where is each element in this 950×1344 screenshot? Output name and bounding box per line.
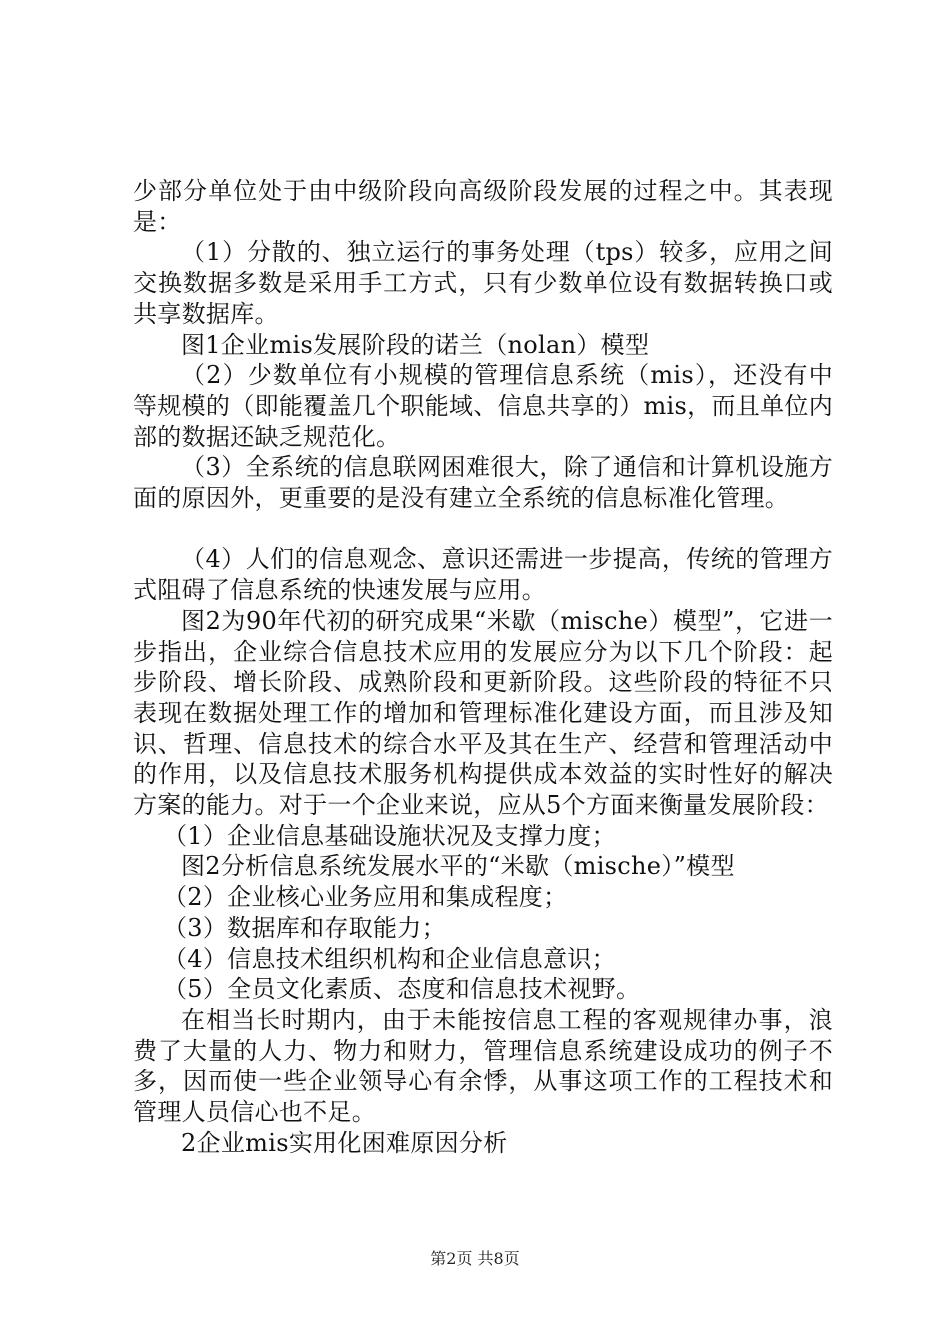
paragraph-conclusion: 在相当长时期内，由于未能按信息工程的客观规律办事，浪费了大量的人力、物力和财力，管理信息系统建设成功的例子不多，因而使一些企业领导心有余悸，从事这项工作的工程技术和管理人员信心也不足。 [133, 1005, 833, 1127]
section-heading: 2企业mis实用化困难原因分析 [181, 1128, 508, 1157]
paragraph-item-2: （2）少数单位有小规模的管理信息系统（mis），还没有中等规模的（即能覆盖几个职能域、信息共享的）mis，而且单位内部的数据还缺乏规范化。 [133, 361, 833, 451]
paragraph-item-1: （1）分散的、独立运行的事务处理（tps）较多，应用之间交换数据多数是采用手工方式，只有少数单位设有数据转换口或共享数据库。 [133, 238, 833, 328]
page-footer: 第2页 共8页 [430, 1249, 520, 1268]
list-item-5: （5）全员文化素质、态度和信息技术视野。 [163, 975, 641, 1004]
list-item-3: （3）数据库和存取能力； [163, 913, 446, 942]
paragraph-item-4: （4）人们的信息观念、意识还需进一步提高，传统的管理方式阻碍了信息系统的快速发展与应用。 [133, 545, 833, 605]
document-body [133, 176, 833, 1158]
paragraph-intro: 少部分单位处于由中级阶段向高级阶段发展的过程之中。其表现是： [133, 177, 833, 236]
paragraph-gap [133, 514, 833, 545]
list-item-4: （4）信息技术组织机构和企业信息意识； [163, 944, 616, 973]
paragraph-mische-model: 图2为90年代初的研究成果“米歇（mische）模型”，它进一步指出，企业综合信息技术应用的发展应分为以下几个阶段：起步阶段、增长阶段、成熟阶段和更新阶段。这些阶段的特征不只表现在数据处理工作的增加和管理标准化建设方面，而且涉及知识、哲理、信息技术的综合水平及其在生产、经营和管理活动中的作用，以及信息技术服务机构提供成本效益的实时性好的解决方案的能力。对于一个企业来说，应从5个方面来衡量发展阶段： [133, 606, 833, 820]
list-item-1: （1）企业信息基础设施状况及支撑力度； [163, 821, 616, 850]
figure-1-caption: 图1企业mis发展阶段的诺兰（nolan）模型 [181, 330, 650, 359]
paragraph-item-3: （3）全系统的信息联网困难很大，除了通信和计算机设施方面的原因外，更重要的是没有建立全系统的信息标准化管理。 [133, 453, 833, 513]
list-item-2: （2）企业核心业务应用和集成程度； [163, 883, 568, 912]
figure-2-caption: 图2分析信息系统发展水平的“米歇（mische）”模型 [181, 852, 735, 881]
